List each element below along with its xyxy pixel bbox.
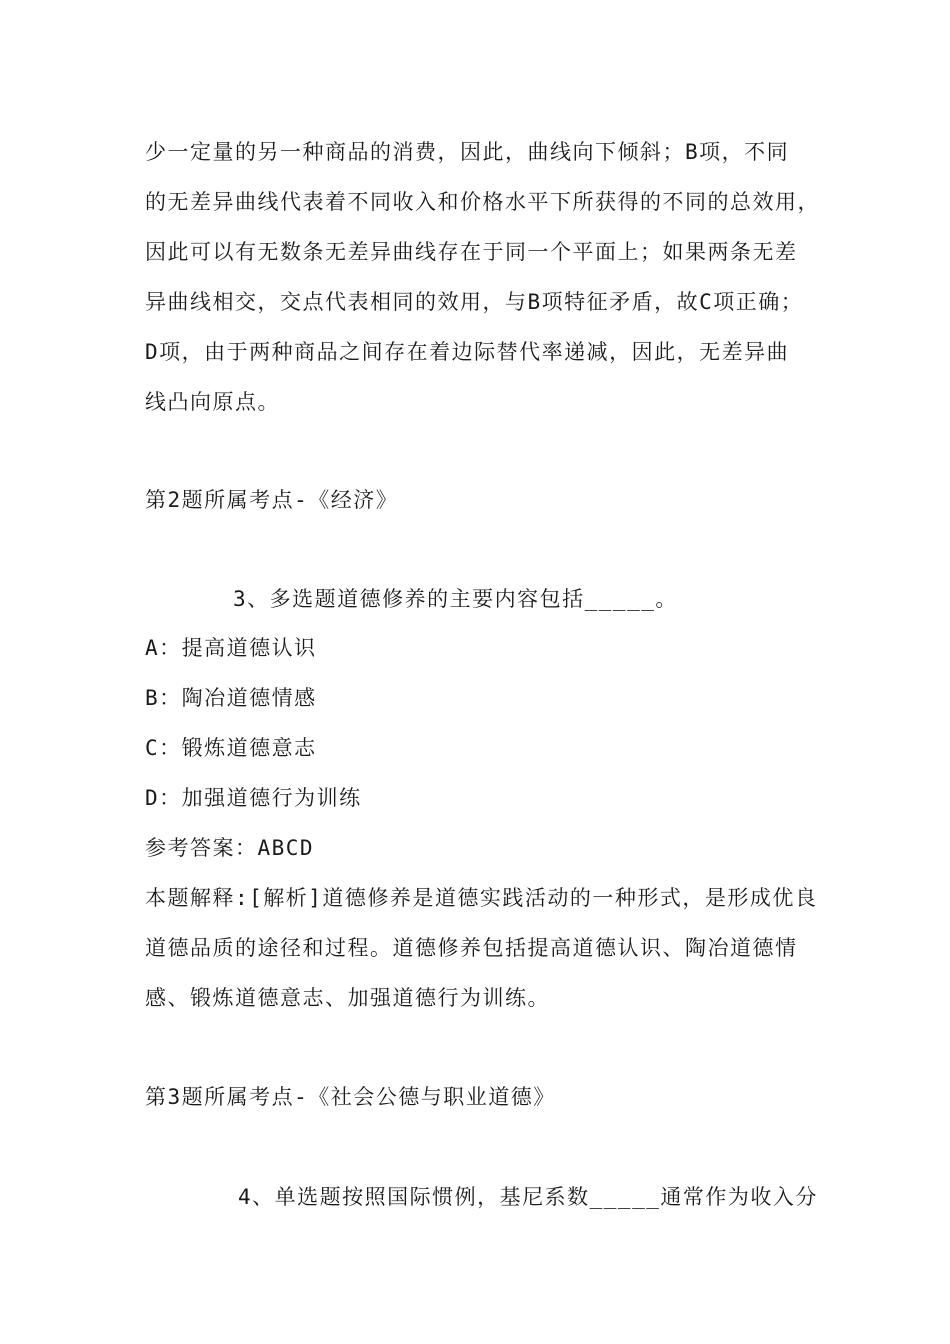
explanation-line: 的无差异曲线代表着不同收入和价格水平下所获得的不同的总效用， — [145, 190, 820, 214]
option-c: C：锻炼道德意志 — [145, 736, 317, 760]
option-d: D：加强道德行为训练 — [145, 786, 362, 810]
explanation-line: D项，由于两种商品之间存在着边际替代率递减，因此，无差异曲 — [145, 340, 790, 364]
question-3-text: 3、多选题道德修养的主要内容包括_____。 — [233, 587, 678, 611]
explanation-line: 本题解释:[解析]道德修养是道德实践活动的一种形式，是形成优良 — [145, 886, 818, 910]
explanation-line: 道德品质的途径和过程。道德修养包括提高道德认识、陶冶道德情 — [145, 936, 798, 960]
reference-answer: 参考答案：ABCD — [145, 836, 315, 860]
explanation-line: 少一定量的另一种商品的消费，因此，曲线向下倾斜；B项，不同 — [145, 140, 790, 164]
question-3-topic: 第3题所属考点-《社会公德与职业道德》 — [145, 1085, 556, 1109]
explanation-line: 因此可以有无数条无差异曲线存在于同一个平面上；如果两条无差 — [145, 240, 798, 264]
explanation-line: 线凸向原点。 — [145, 390, 280, 414]
question-2-topic: 第2题所属考点-《经济》 — [145, 488, 399, 512]
option-a: A：提高道德认识 — [145, 636, 317, 660]
explanation-line: 感、锻炼道德意志、加强道德行为训练。 — [145, 986, 550, 1010]
question-4-text: 4、单选题按照国际惯例，基尼系数_____通常作为收入分 — [238, 1185, 818, 1209]
option-b: B：陶冶道德情感 — [145, 686, 317, 710]
explanation-line: 异曲线相交，交点代表相同的效用，与B项特征矛盾，故C项正确； — [145, 290, 804, 314]
